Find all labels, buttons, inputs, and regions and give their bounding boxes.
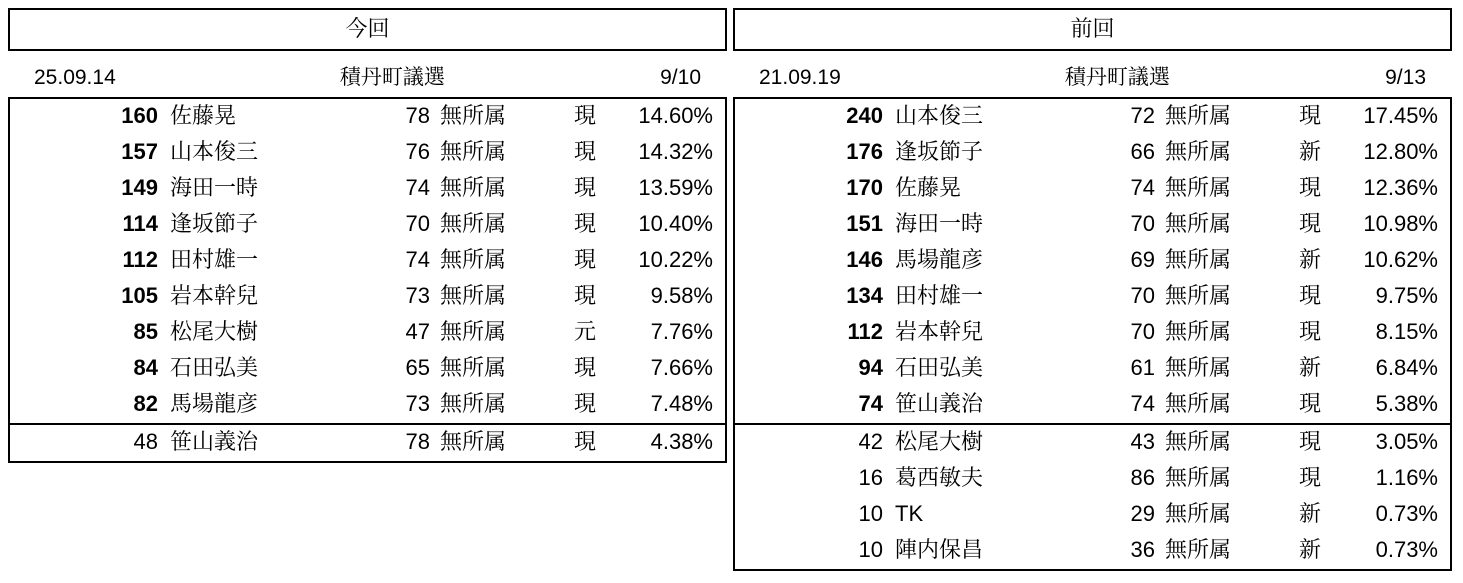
- candidate-vote-share: 1.16%: [1375, 465, 1438, 490]
- candidate-party: 無所属: [1165, 247, 1232, 272]
- current-results-table: [8, 97, 727, 463]
- candidate-party: 無所属: [440, 103, 507, 128]
- candidate-age: 74: [1130, 391, 1155, 416]
- candidate-votes: 42: [858, 429, 883, 454]
- candidate-status: 現: [573, 211, 596, 236]
- candidate-age: 47: [405, 319, 430, 344]
- candidate-vote-share: 14.32%: [638, 139, 713, 164]
- candidate-votes: 82: [133, 391, 158, 416]
- candidate-status: 現: [573, 283, 596, 308]
- table-row: [735, 207, 1450, 243]
- candidate-status: 現: [1298, 429, 1321, 454]
- candidate-vote-share: 12.80%: [1363, 139, 1438, 164]
- candidate-vote-share: 9.58%: [650, 283, 713, 308]
- candidate-votes: 16: [858, 465, 883, 490]
- candidate-vote-share: 6.84%: [1375, 355, 1438, 380]
- candidate-party: 無所属: [440, 319, 507, 344]
- candidate-status: 現: [1298, 103, 1321, 128]
- previous-election-title: 前回: [733, 8, 1452, 51]
- candidate-status: 現: [1298, 465, 1321, 490]
- table-row: [10, 99, 725, 135]
- table-row: [10, 425, 725, 461]
- previous-unelected-rows: [733, 423, 1452, 571]
- table-row: [735, 243, 1450, 279]
- candidate-status: 現: [1298, 319, 1321, 344]
- candidate-votes: 114: [122, 211, 158, 236]
- table-row: [735, 99, 1450, 135]
- candidate-vote-share: 13.59%: [638, 175, 713, 200]
- candidate-party: 無所属: [440, 211, 507, 236]
- candidate-status: 現: [573, 139, 596, 164]
- candidate-party: 無所属: [440, 355, 507, 380]
- candidate-name: 陣内保昌: [895, 537, 984, 562]
- candidate-party: 無所属: [440, 247, 507, 272]
- candidate-party: 無所属: [1165, 391, 1232, 416]
- table-row: [10, 351, 725, 387]
- candidate-vote-share: 8.15%: [1375, 319, 1438, 344]
- candidate-vote-share: 3.05%: [1375, 429, 1438, 454]
- table-row: [735, 351, 1450, 387]
- candidate-name: 山本俊三: [895, 103, 984, 128]
- candidate-name: 石田弘美: [895, 355, 984, 380]
- table-row: [735, 533, 1450, 569]
- candidate-vote-share: 12.36%: [1363, 175, 1438, 200]
- candidate-votes: 176: [846, 139, 883, 164]
- candidate-age: 70: [1130, 283, 1155, 308]
- candidate-party: 無所属: [1165, 501, 1232, 526]
- previous-election-seats: 9/13: [1385, 66, 1426, 89]
- current-election-seats: 9/10: [660, 66, 701, 89]
- candidate-name: TK: [895, 501, 924, 526]
- candidate-votes: 134: [846, 283, 883, 308]
- previous-elected-rows: [733, 97, 1452, 423]
- candidate-votes: 74: [858, 391, 883, 416]
- candidate-age: 78: [405, 429, 430, 454]
- current-unelected-rows: [8, 423, 727, 463]
- candidate-status: 現: [573, 103, 596, 128]
- candidate-status: 新: [1298, 139, 1321, 164]
- candidate-vote-share: 10.98%: [1363, 211, 1438, 236]
- candidate-votes: 10: [858, 501, 883, 526]
- candidate-name: 逢坂節子: [895, 139, 984, 164]
- previous-election-meta: [733, 51, 1452, 97]
- candidate-age: 74: [405, 247, 430, 272]
- candidate-name: 佐藤晃: [170, 103, 237, 128]
- candidate-age: 86: [1130, 465, 1155, 490]
- candidate-party: 無所属: [1165, 103, 1232, 128]
- table-row: [10, 315, 725, 351]
- candidate-status: 現: [573, 175, 596, 200]
- candidate-party: 無所属: [440, 139, 507, 164]
- candidate-name: 馬場龍彦: [895, 247, 984, 272]
- candidate-status: 現: [573, 355, 596, 380]
- candidate-votes: 105: [121, 283, 158, 308]
- candidate-age: 76: [405, 139, 430, 164]
- candidate-name: 笹山義治: [170, 429, 259, 454]
- candidate-name: 田村雄一: [170, 247, 259, 272]
- candidate-votes: 84: [133, 355, 158, 380]
- candidate-age: 66: [1130, 139, 1155, 164]
- candidate-age: 36: [1130, 537, 1155, 562]
- candidate-status: 新: [1298, 355, 1321, 380]
- table-row: [735, 279, 1450, 315]
- candidate-status: 現: [573, 429, 596, 454]
- table-row: [735, 171, 1450, 207]
- candidate-status: 新: [1298, 501, 1321, 526]
- candidate-party: 無所属: [440, 429, 507, 454]
- candidate-party: 無所属: [1165, 319, 1232, 344]
- candidate-age: 29: [1130, 501, 1155, 526]
- candidate-name: 逢坂節子: [170, 211, 259, 236]
- candidate-age: 73: [405, 283, 430, 308]
- candidate-votes: 94: [858, 355, 883, 380]
- candidate-votes: 160: [121, 103, 158, 128]
- candidate-votes: 85: [133, 319, 158, 344]
- candidate-vote-share: 14.60%: [638, 103, 713, 128]
- candidate-age: 69: [1130, 247, 1155, 272]
- candidate-party: 無所属: [1165, 537, 1232, 562]
- candidate-vote-share: 7.48%: [650, 391, 713, 416]
- candidate-party: 無所属: [1165, 355, 1232, 380]
- candidate-party: 無所属: [1165, 139, 1232, 164]
- candidate-vote-share: 7.76%: [650, 319, 713, 344]
- candidate-name: 田村雄一: [895, 283, 984, 308]
- candidate-vote-share: 10.62%: [1363, 247, 1438, 272]
- candidate-age: 61: [1130, 355, 1155, 380]
- table-row: [735, 387, 1450, 423]
- candidate-party: 無所属: [1165, 283, 1232, 308]
- candidate-party: 無所属: [440, 283, 507, 308]
- previous-election-date: 21.09.19: [759, 66, 841, 89]
- candidate-name: 海田一時: [895, 211, 984, 236]
- candidate-party: 無所属: [440, 175, 507, 200]
- candidate-status: 新: [1298, 537, 1321, 562]
- previous-results-table: [733, 97, 1452, 571]
- candidate-vote-share: 10.22%: [638, 247, 713, 272]
- table-row: [735, 315, 1450, 351]
- candidate-votes: 170: [846, 175, 883, 200]
- candidate-age: 73: [405, 391, 430, 416]
- candidate-status: 現: [1298, 283, 1321, 308]
- candidate-age: 43: [1130, 429, 1155, 454]
- candidate-name: 岩本幹兒: [895, 319, 984, 344]
- current-elected-rows: [8, 97, 727, 423]
- candidate-name: 山本俊三: [170, 139, 259, 164]
- candidate-status: 元: [573, 319, 596, 344]
- candidate-party: 無所属: [440, 391, 507, 416]
- candidate-age: 74: [1130, 175, 1155, 200]
- table-row: [10, 207, 725, 243]
- candidate-vote-share: 0.73%: [1375, 537, 1438, 562]
- previous-election-column: [733, 8, 1452, 571]
- candidate-status: 現: [1298, 175, 1321, 200]
- table-row: [10, 171, 725, 207]
- candidate-votes: 151: [846, 211, 883, 236]
- table-row: [10, 135, 725, 171]
- candidate-name: 松尾大樹: [895, 429, 984, 454]
- candidate-name: 海田一時: [170, 175, 259, 200]
- table-row: [10, 279, 725, 315]
- table-row: [735, 425, 1450, 461]
- candidate-age: 70: [1130, 211, 1155, 236]
- candidate-vote-share: 5.38%: [1375, 391, 1438, 416]
- table-row: [735, 461, 1450, 497]
- candidate-votes: 10: [858, 537, 883, 562]
- candidate-status: 新: [1298, 247, 1321, 272]
- table-row: [735, 497, 1450, 533]
- candidate-votes: 149: [121, 175, 158, 200]
- candidate-votes: 157: [121, 139, 158, 164]
- candidate-votes: 112: [847, 319, 883, 344]
- current-election-title: 今回: [8, 8, 727, 51]
- candidate-name: 石田弘美: [170, 355, 259, 380]
- candidate-vote-share: 17.45%: [1363, 103, 1438, 128]
- candidate-party: 無所属: [1165, 465, 1232, 490]
- current-election-date: 25.09.14: [34, 66, 116, 89]
- candidate-vote-share: 0.73%: [1375, 501, 1438, 526]
- candidate-vote-share: 10.40%: [638, 211, 713, 236]
- current-election-meta: [8, 51, 727, 97]
- table-row: [10, 387, 725, 423]
- candidate-age: 70: [1130, 319, 1155, 344]
- candidate-name: 松尾大樹: [170, 319, 259, 344]
- candidate-party: 無所属: [1165, 211, 1232, 236]
- candidate-vote-share: 7.66%: [650, 355, 713, 380]
- table-row: [10, 243, 725, 279]
- candidate-status: 現: [1298, 391, 1321, 416]
- current-election-column: [8, 8, 727, 571]
- candidate-age: 70: [405, 211, 430, 236]
- candidate-votes: 240: [846, 103, 883, 128]
- candidate-vote-share: 4.38%: [650, 429, 713, 454]
- candidate-votes: 112: [122, 247, 158, 272]
- candidate-name: 佐藤晃: [895, 175, 962, 200]
- table-row: [735, 135, 1450, 171]
- candidate-vote-share: 9.75%: [1375, 283, 1438, 308]
- candidate-votes: 146: [846, 247, 883, 272]
- candidate-age: 74: [405, 175, 430, 200]
- current-election-name: 積丹町議選: [339, 66, 445, 89]
- candidate-name: 岩本幹兒: [170, 283, 259, 308]
- candidate-age: 72: [1130, 103, 1155, 128]
- candidate-name: 笹山義治: [895, 391, 984, 416]
- previous-election-name: 積丹町議選: [1064, 66, 1170, 89]
- candidate-status: 現: [573, 391, 596, 416]
- candidate-name: 葛西敏夫: [895, 465, 984, 490]
- candidate-status: 現: [573, 247, 596, 272]
- candidate-party: 無所属: [1165, 429, 1232, 454]
- candidate-age: 65: [405, 355, 430, 380]
- candidate-name: 馬場龍彦: [170, 391, 259, 416]
- candidate-party: 無所属: [1165, 175, 1232, 200]
- candidate-status: 現: [1298, 211, 1321, 236]
- candidate-age: 78: [405, 103, 430, 128]
- candidate-votes: 48: [133, 429, 158, 454]
